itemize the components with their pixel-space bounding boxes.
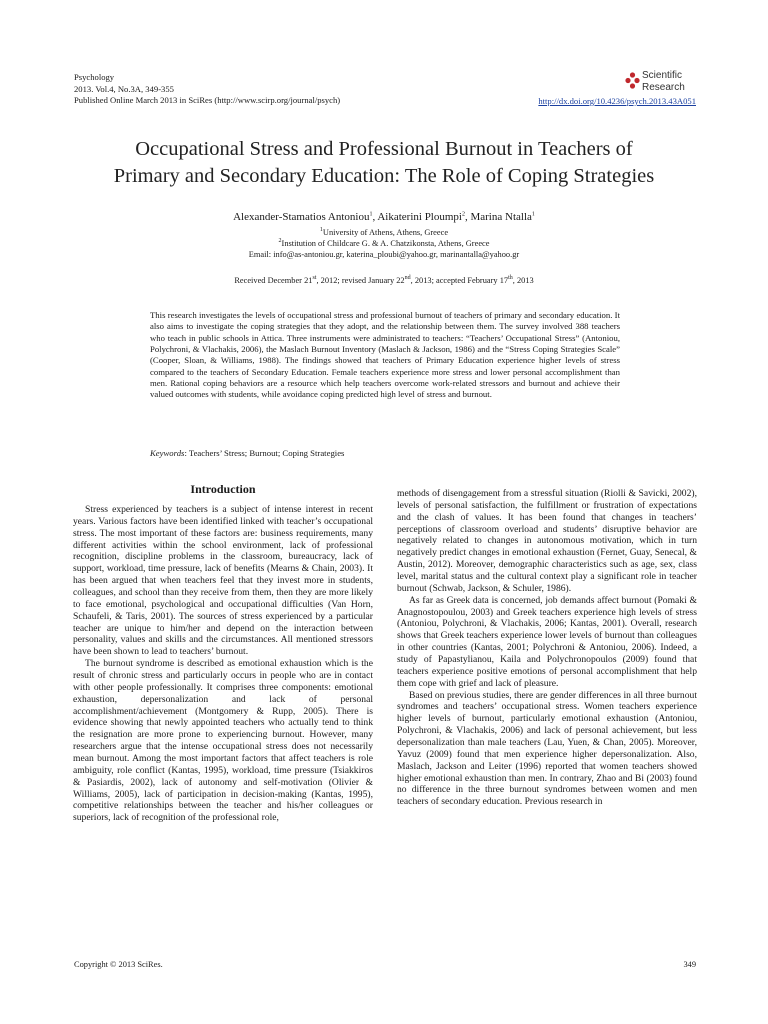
author-1-affil: 1 <box>369 211 373 218</box>
accepted-date: , 2013; accepted February 17 <box>410 276 509 285</box>
logo-line-scientific: Scientific <box>642 70 683 81</box>
received-date: Received December 21 <box>234 276 313 285</box>
author-1: Alexander-Stamatios Antoniou <box>233 211 370 223</box>
paragraph: methods of disengagement from a stressful situation (Riolli & Savicki, 2002), levels of personal satisfaction, the fulfillment or frustration of expectations and the clash of values. It has been found that changes in teachers’ perceptions of classroom overload and students’ disruptive behavior are negatively related to changes in autonomous motivation, which in turn negatively predict changes in emotional exhaustion (Fernet, Guay, Senecal, & Austin, 2012). Moreover, demographic characteristics such as age, sex, class level, marital status and the cultural context play a significant role in teacher burnout (Schwab, Jackson, & Schuler, 1986). <box>397 488 697 594</box>
paper-title <box>40 136 728 190</box>
accepted-year: , 2013 <box>512 276 534 285</box>
paragraph: Based on previous studies, there are gender differences in all three burnout syndromes and teachers’ occupational stress. Women teachers experience higher levels of burnout, particularly emotional exhaustion (Antoniou, Polychroni, & Vlachakis, 2006) and lack of personal achievement, but less depersonalization than male teachers (Lau, Yuen, & Chan, 2005). Moreover, Yavuz (2009) found that men experience higher depersonalization. Also, Maslach, Jackson and Leiter (1996) reported that women teachers showed higher emotional exhaustion than men. In contrary, Zhao and Bi (2003) found no difference in the three burnout syndromes between women and men teachers of secondary education. Previous research in <box>397 689 697 808</box>
journal-volume: 2013. Vol.4, No.3A, 349-355 <box>74 83 174 94</box>
email-line: Email: info@as-antoniou.gr, katerina_ploubi@yahoo.gr, marinantalla@yahoo.gr <box>248 250 520 260</box>
left-column <box>73 504 373 824</box>
paragraph: Stress experienced by teachers is a subject of intense interest in recent years. Various factors have been identified linked with teacher’s occupational stress. The most important of these factors are: business requirements, many different activities within the school environment, lack of professional recognition, discipline problems in the classroom, bureaucracy, lack of support, workload, time pressure, lack of benefits (Mearns & Chain, 2003). It has been argued that when teachers feel that they invest more in students, colleagues, and school than they receive from them, then they are more likely to face emotional, psychological and occupational difficulties (Van Horn, Schaufeli, & Taris, 2001). The sources of stress experienced by a particular teacher are unique to him/her and depend on the interaction between personality, values and skills and the circumstances. All mentioned stressors have been shown to lead to teachers’ burnout. <box>73 504 373 658</box>
revised-suffix: nd <box>404 275 411 282</box>
affiliation-2-marker: 2 <box>278 238 282 245</box>
affiliation-2 <box>40 238 728 249</box>
author-2-affil: 2 <box>461 211 465 218</box>
copyright: Copyright © 2013 SciRes. <box>74 960 163 969</box>
affiliation-1-marker: 1 <box>319 227 323 234</box>
affiliations <box>40 227 728 261</box>
author-2: , Aikaterini Ploumpi <box>372 211 462 223</box>
affiliation-1 <box>40 227 728 238</box>
page-number: 349 <box>683 960 696 969</box>
keywords-text: : Teachers’ Stress; Burnout; Coping Strategies <box>184 448 345 458</box>
accepted-suffix: th <box>508 275 513 282</box>
logo-text <box>642 70 685 93</box>
abstract: This research investigates the levels of occupational stress and professional burnout of teachers of primary and secondary education. It also aims to investigate the coping strategies that they adopt, and the relationship between them. The survey involved 388 teachers who teach in public schools in Attica. Three instruments were administrated to teachers: “Teachers’ Occupational Stress” (Antoniou, Polychroni, & Vlachakis, 2006), the Maslach Burnout Inventory (Maslach & Jackson, 1986) and the “Stress Coping Strategies Scale” (Cooper, Sloan, & Williams, 1988). The findings showed that teachers of Primary Education experience higher levels of stress compared to the teachers of Secondary Education. Female teachers experience more stress and lower personal accomplishment than men. Rational coping behaviors are a resource which help teachers overcome work-related stressors and burnout and achieve their valued outcomes with students, while avoidance coping predicted high level of stress and burnout. <box>150 310 620 400</box>
author-3-affil: 1 <box>531 211 535 218</box>
introduction-heading: Introduction <box>190 482 256 496</box>
published-online: Published Online March 2013 in SciRes (http://www.scirp.org/journal/psych) <box>74 95 341 105</box>
paragraph: The burnout syndrome is described as emotional exhaustion which is the result of chronic stress and particularly occurs in people who are in contact with other people professionally. It comprises three components: emotional exhaustion, depersonalization and lack of personal accomplishment/achievement (Montgomery & Rupp, 2005). There is evidence showing that newly appointed teachers who actually tend to think the resignation are more prone to experiencing burnout. However, many researchers argue that the intense occupational stress does not necessarily mean burnout. Among the most important factors that affect teachers is role ambiguity, role conflict (Kantas, 1995), workload, time pressure (Tsiakkiros & Pasiardis, 2002), lack of autonomy and self-motivation (Olivier & Williams, 2005), lack of participation in decision-making (Kantas, 1995), competitive relationships between the teacher and his/her colleagues or superiors, lack of recognition of the professional role, <box>73 658 373 824</box>
right-column <box>397 488 697 808</box>
journal-header <box>74 72 340 107</box>
journal-name: Psychology <box>74 72 115 82</box>
title-line-1: Occupational Stress and Professional Burnout in Teachers of <box>135 138 633 160</box>
author-3: , Marina Ntalla <box>464 211 532 223</box>
paragraph: As far as Greek data is concerned, job demands affect burnout (Pomaki & Anagnostopoulou, 2003) and Greek teachers experience high levels of stress (Antoniou, Polychroni, & Vlachakis, 2006; Kantas, 2001). Overall, research shows that Greek teachers experience lower levels of burnout than colleagues in other countries (Kantas, 2001; Polychroni & Antoniou, 2006). Indeed, a study of Papastylianou, Kaila and Polychronopoulos (2009) found that teachers experience positive emotions of personal accomplishment that help them cope with grief and lack of pleasure. <box>397 594 697 689</box>
affiliation-1-text: University of Athens, Athens, Greece <box>322 228 449 237</box>
scientific-research-logo <box>625 70 705 94</box>
keywords-label: Keywords <box>150 448 185 458</box>
affiliation-2-text: Institution of Childcare G. & A. Chatzikonsta, Athens, Greece <box>281 239 490 249</box>
keywords <box>150 448 620 458</box>
logo-mark-icon <box>625 72 640 89</box>
revised-date: , 2012; revised January 22 <box>316 276 405 285</box>
title-line-2: Primary and Secondary Education: The Role of Coping Strategies <box>113 165 655 187</box>
doi-link[interactable]: http://dx.doi.org/10.4236/psych.2013.43A051 <box>538 96 696 106</box>
author-list <box>40 210 728 224</box>
logo-line-research: Research <box>642 81 685 93</box>
received-dates <box>40 276 728 285</box>
received-suffix: st <box>312 275 317 282</box>
